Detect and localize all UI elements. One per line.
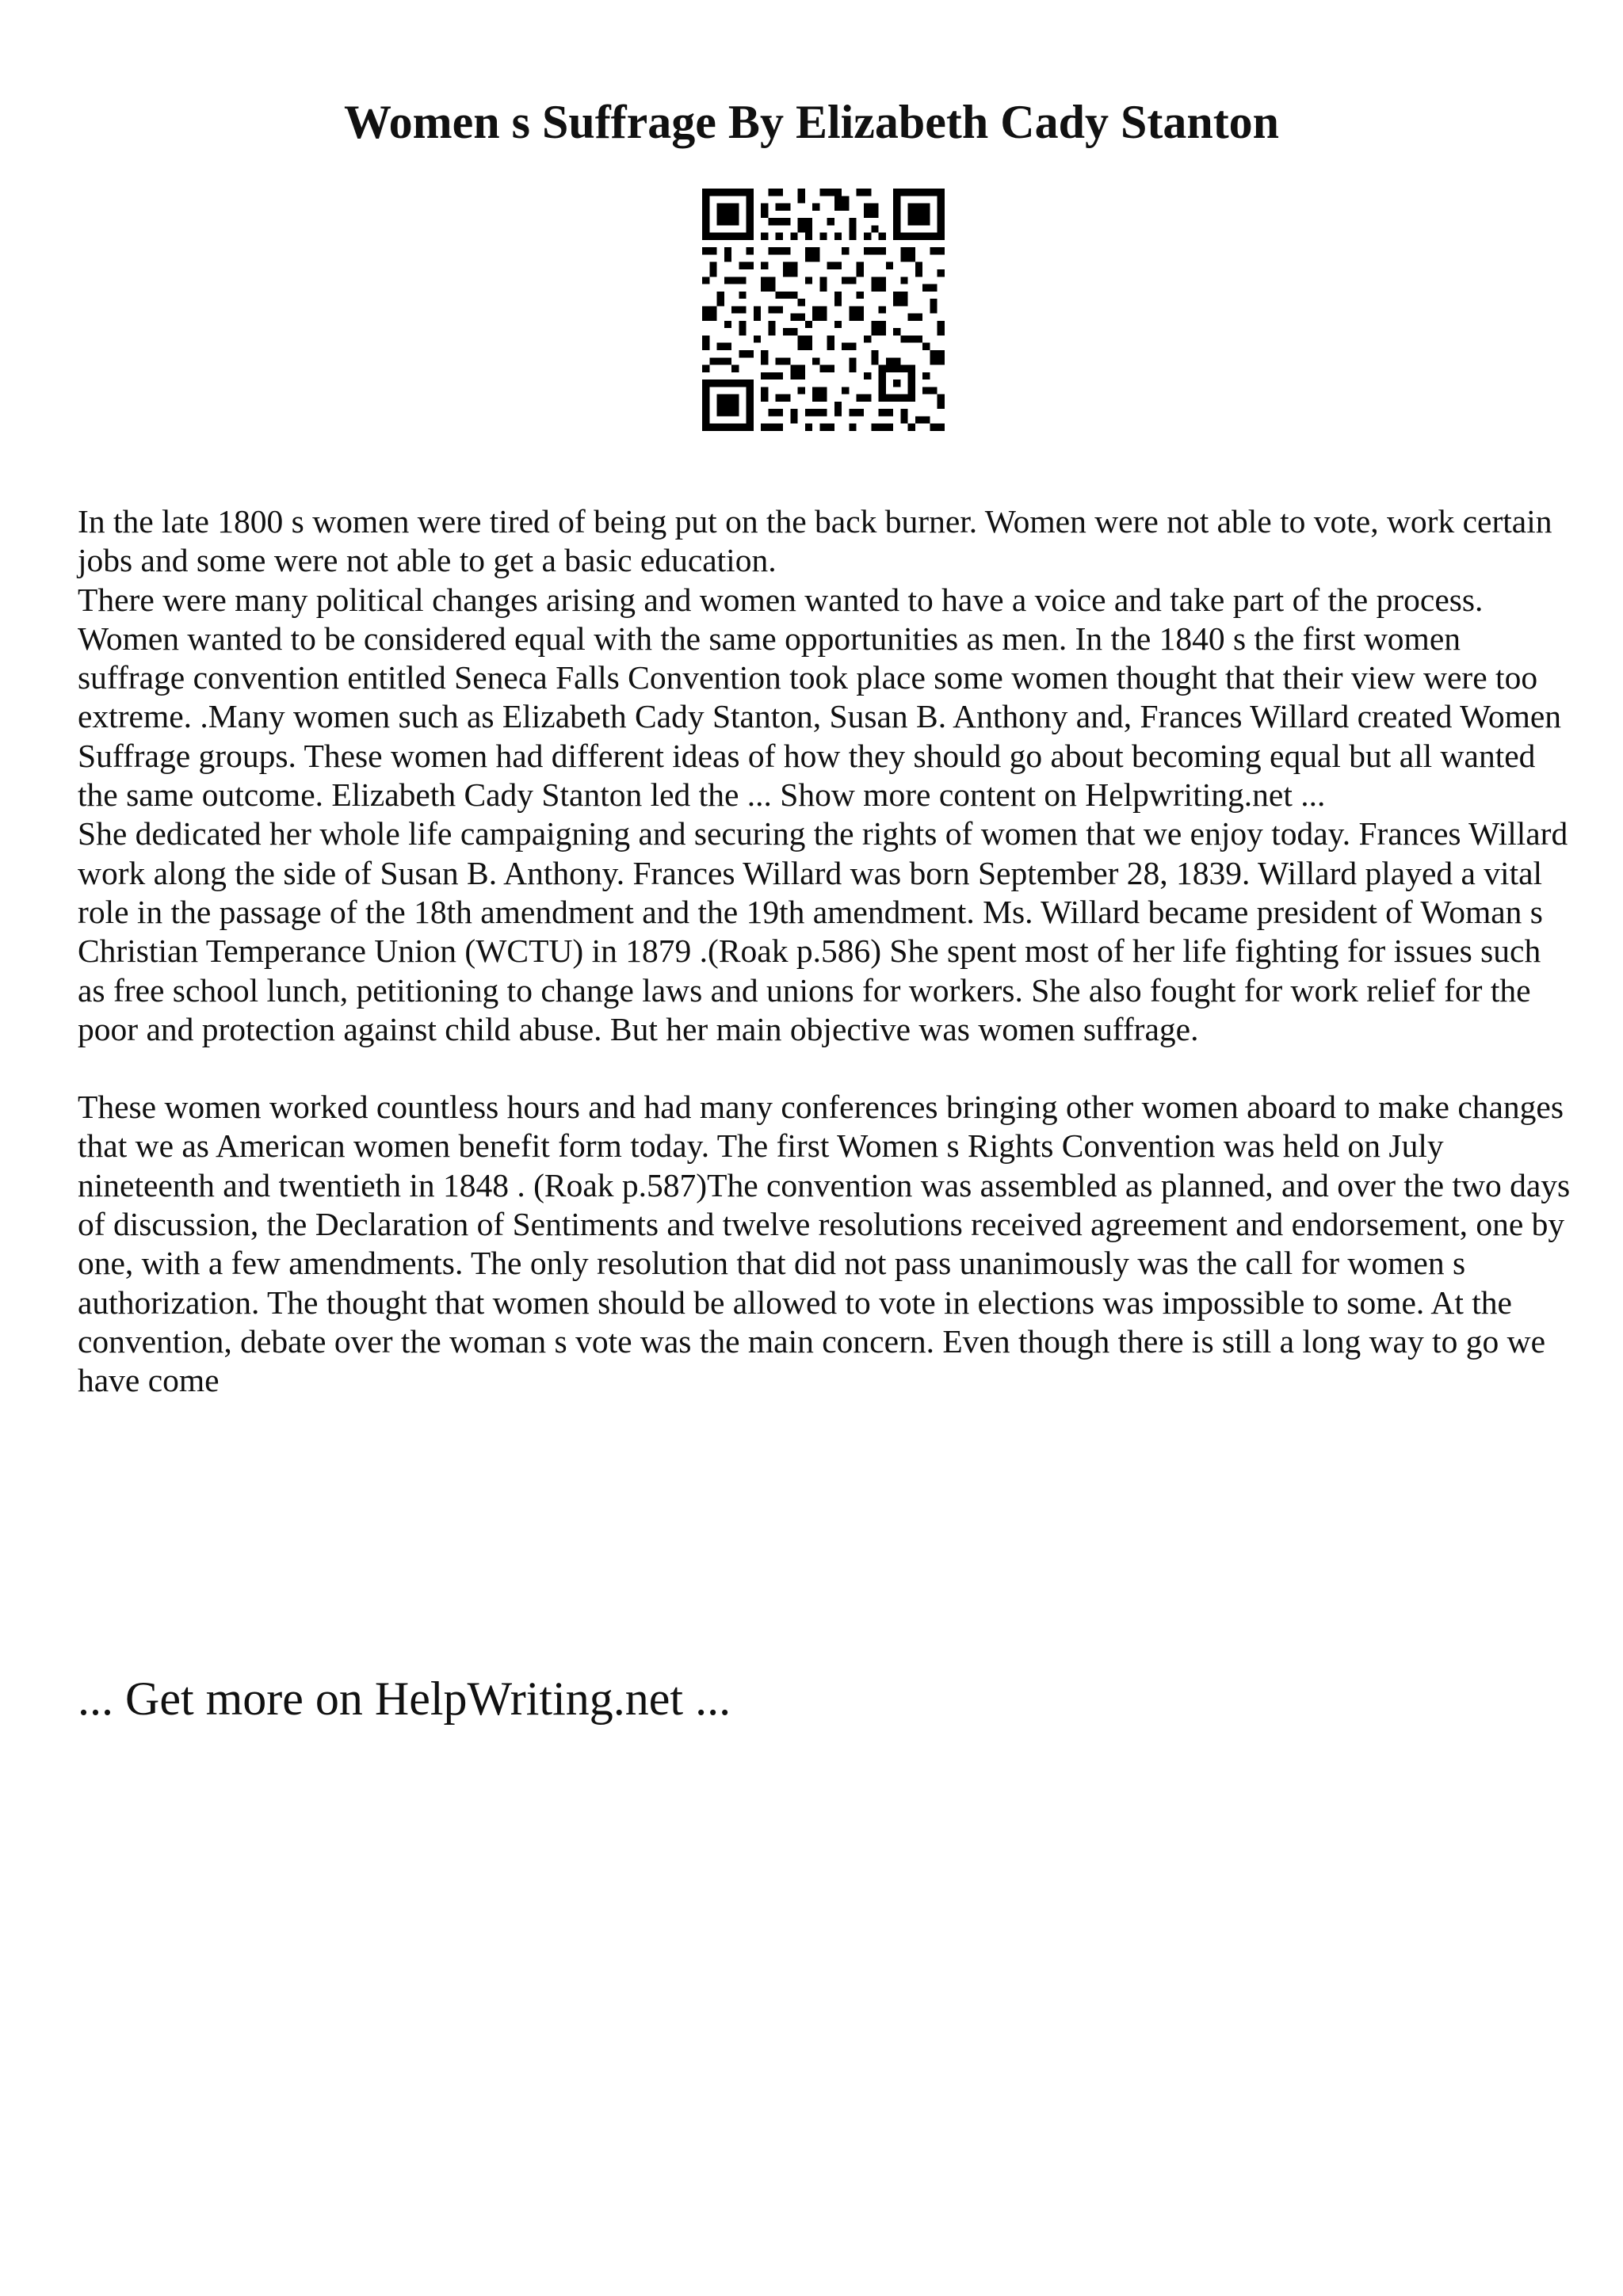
document-title: Women s Suffrage By Elizabeth Cady Stanton — [343, 96, 1280, 148]
paragraph-2: There were many political changes arising and women wanted to have a voice and take part of the process. Women wanted to be considered equal with the same opportunities as men. In the 1840 s the first women suffrage convention entitled Seneca Falls Convention took place some women thought that their view were too extreme. .Many women such as Elizabeth Cady Stanton, Susan B. Anthony and, Frances Willard created Women Suffrage groups. These women had different ideas of how they should go about becoming equal but all wanted the same outcome. Elizabeth Cady Stanton led the ... Show more content on Helpwriting.net ... — [78, 581, 1562, 814]
document-body — [78, 502, 1572, 1401]
get-more-link[interactable]: ... Get more on HelpWriting.net ... — [78, 1672, 731, 1725]
paragraph-1: In the late 1800 s women were tired of being put on the back burner. Women were not able to vote, work certain jobs and some were not able to get a basic education. — [78, 503, 1552, 579]
qr-code-icon[interactable] — [702, 189, 945, 431]
paragraph-4: These women worked countless hours and had many conferences bringing other women aboard to make changes that we as American women benefit form today. The first Women s Rights Convention was held on July nineteenth and twentieth in 1848 . (Roak p.587)The convention was assembled as planned, and over the two days of discussion, the Declaration of Sentiments and twelve resolutions received agreement and endorsement, one by one, with a few amendments. The only resolution that did not pass unanimously was the call for women s authorization. The thought that women should be allowed to vote in elections was impossible to some. At the convention, debate over the woman s vote was the main concern. Even though there is still a long way to go we have come — [78, 1089, 1571, 1399]
paragraph-3: She dedicated her whole life campaigning and securing the rights of women that we enjoy today. Frances Willard work along the side of Susan B. Anthony. Frances Willard was born September 28, 1839. Willard played a vital role in the passage of the 18th amendment and the 19th amendment. Ms. Willard became president of Woman s Christian Temperance Union (WCTU) in 1879 .(Roak p.586) She spent most of her life fighting for issues such as free school lunch, petitioning to change laws and unions for workers. She also fought for work relief for the poor and protection against child abuse. But her main objective was women suffrage. — [78, 815, 1568, 1047]
paragraph-spacer — [78, 1049, 1572, 1088]
